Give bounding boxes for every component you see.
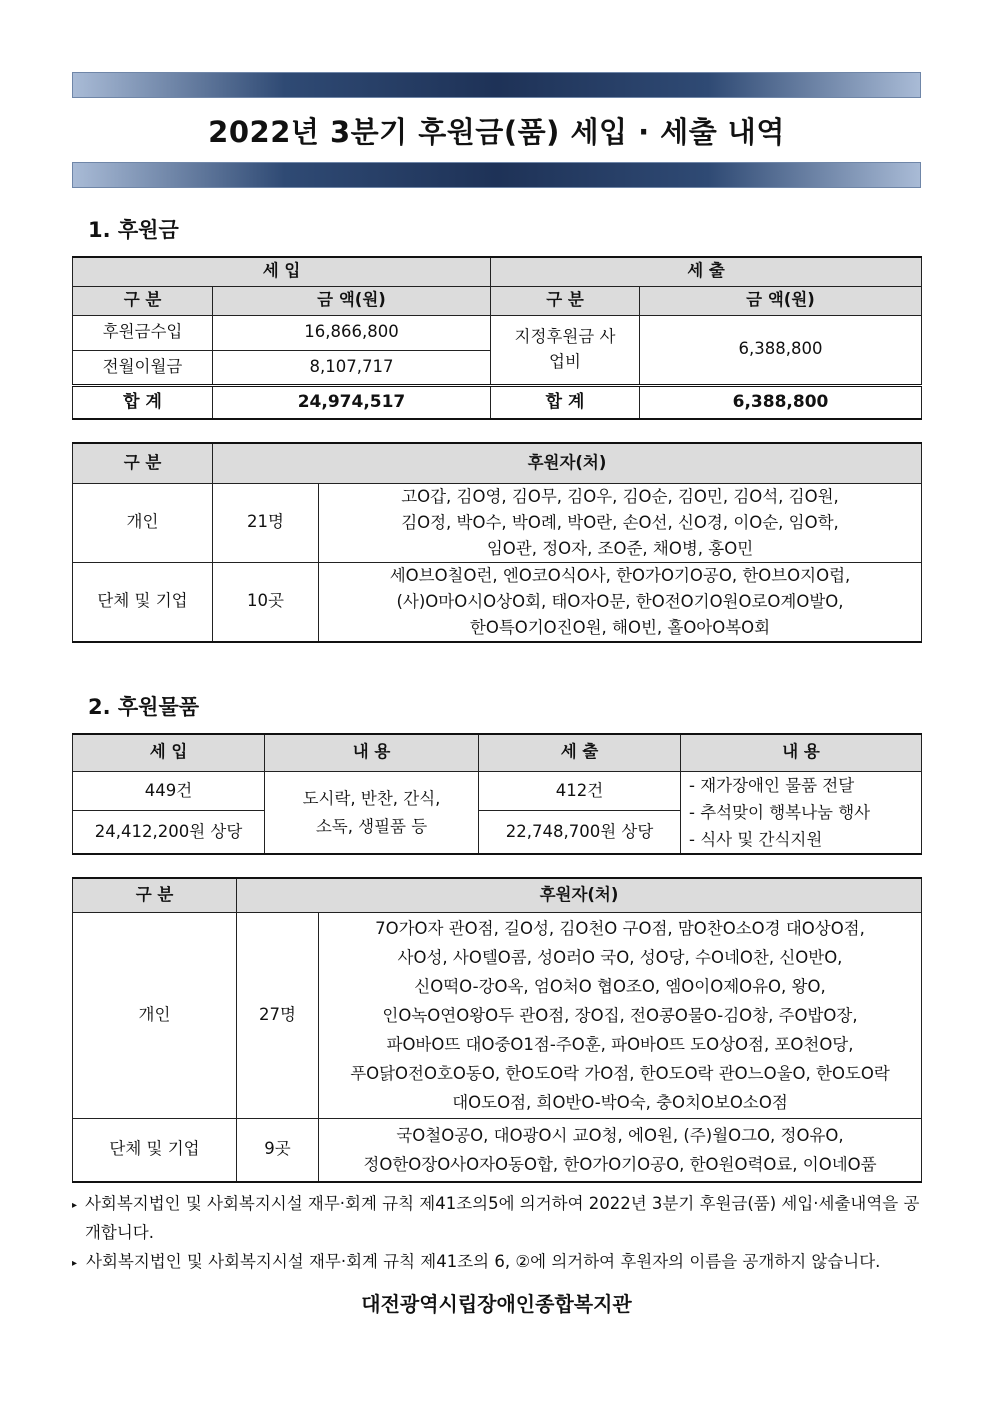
donor-list — [319, 562, 922, 642]
item-line: 도시락, 반찬, 간식, — [302, 788, 441, 808]
expense-items — [681, 772, 922, 855]
col-donor: 후원자(처) — [237, 878, 922, 912]
item-line: - 식사 및 간식지원 — [689, 830, 823, 849]
expense-total: 6,388,800 — [640, 385, 922, 419]
col-amount: 금 액(원) — [640, 286, 922, 315]
col-category: 구 분 — [73, 878, 237, 912]
note-text: 사회복지법인 및 사회복지시설 재무·회계 규칙 제41조의5에 의거하여 2022년 3분기 후원금(품) 세입·세출내역을 공개합니다. — [84, 1194, 920, 1242]
donor-line: (사)O마O시O상O회, 태O자O문, 한O전O기O원O로O계O발O, — [396, 591, 844, 611]
note-item — [72, 1247, 921, 1278]
triangle-bullet-icon: ▸ — [72, 1200, 78, 1211]
donor-count: 27명 — [237, 912, 319, 1118]
category-organization: 단체 및 기업 — [73, 1118, 237, 1182]
donor-line: 국O철O공O, 대O광O시 교O청, 에O원, (주)월O그O, 정O유O, — [396, 1125, 844, 1145]
col-content: 내 용 — [265, 734, 479, 772]
note-text: 사회복지법인 및 사회복지시설 재무·회계 규칙 제41조의 6, ②에 의거하여 후원자의 이름을 공개하지 않습니다. — [86, 1252, 881, 1271]
income-total: 24,974,517 — [213, 385, 491, 419]
donor-line: 임O관, 정O자, 조O준, 채O병, 홍O민 — [486, 538, 754, 558]
col-category: 구 분 — [73, 443, 213, 483]
donor-line: 한O특O기O진O원, 해O빈, 홀O아O복O회 — [469, 617, 771, 637]
row-label: 후원금수입 — [73, 315, 213, 350]
triangle-bullet-icon: ▸ — [72, 1258, 78, 1269]
col-income: 세 입 — [73, 734, 265, 772]
expense-amount: 6,388,800 — [640, 315, 922, 385]
item-line: 소독, 생필품 등 — [315, 816, 428, 836]
title-bar-top — [72, 72, 921, 98]
category-individual: 개인 — [73, 912, 237, 1118]
col-donor: 후원자(처) — [213, 443, 922, 483]
donor-line: 고O갑, 김O영, 김O무, 김O우, 김O순, 김O민, 김O석, 김O원, — [401, 486, 839, 506]
section1-heading: 1. 후원금 — [88, 218, 179, 242]
donor-line: 7O가O자 관O점, 길O성, 김O천O 구O점, 맘O찬O소O경 대O상O점, — [375, 918, 865, 938]
donor-count: 10곳 — [213, 562, 319, 642]
money-donor-table — [72, 442, 922, 643]
donor-line: 신O떡O-강O옥, 엄O처O 협O조O, 엠O이O제O유O, 왕O, — [414, 976, 826, 996]
donor-line: 정O한O장O사O자O동O합, 한O가O기O공O, 한O원O력O료, 이O네O품 — [363, 1154, 877, 1174]
row-amount: 8,107,717 — [213, 350, 491, 385]
donor-line: 김O정, 박O수, 박O례, 박O란, 손O선, 신O경, 이O순, 임O학, — [401, 512, 839, 532]
income-count: 449건 — [73, 772, 265, 811]
col-amount: 금 액(원) — [213, 286, 491, 315]
donor-list — [319, 912, 922, 1118]
donor-line: 푸O닭O전O호O동O, 한O도O락 가O점, 한O도O락 관O느O울O, 한O도O락 — [350, 1063, 890, 1083]
organization-name: 대전광역시립장애인종합복지관 — [361, 1292, 632, 1316]
row-label: 전월이월금 — [73, 350, 213, 385]
donor-count: 21명 — [213, 483, 319, 562]
income-items — [265, 772, 479, 855]
expense-label: 지정후원금 사업비 — [491, 315, 640, 385]
donation-money-table — [72, 256, 922, 420]
donor-line: 파O바O뜨 대O중O1점-주O훈, 파O바O뜨 도O상O점, 포O천O당, — [386, 1034, 854, 1054]
goods-donor-table — [72, 877, 922, 1183]
expense-header: 세 출 — [491, 257, 922, 286]
donor-count: 9곳 — [237, 1118, 319, 1182]
col-category: 구 분 — [73, 286, 213, 315]
income-value: 24,412,200원 상당 — [73, 811, 265, 854]
donor-list — [319, 1118, 922, 1182]
expense-value: 22,748,700원 상당 — [479, 811, 681, 854]
page-title: 2022년 3분기 후원금(품) 세입 · 세출 내역 — [208, 114, 785, 149]
donor-line: 세O브O칠O런, 엔O코O식O사, 한O가O기O공O, 한O브O지O럽, — [389, 565, 851, 585]
col-content: 내 용 — [681, 734, 922, 772]
note-item — [72, 1189, 921, 1247]
section2-heading: 2. 후원물품 — [88, 694, 200, 719]
donor-list — [319, 483, 922, 562]
document-page — [72, 72, 921, 1317]
row-amount: 16,866,800 — [213, 315, 491, 350]
sum-label: 합 계 — [491, 385, 640, 419]
item-line: - 추석맞이 행복나눔 행사 — [689, 803, 871, 822]
donor-line: 인O녹O연O왕O두 관O점, 장O집, 전O콩O물O-김O창, 주O밥O장, — [382, 1005, 858, 1025]
category-individual: 개인 — [73, 483, 213, 562]
donation-goods-table — [72, 733, 922, 856]
expense-count: 412건 — [479, 772, 681, 811]
title-bar-bottom — [72, 162, 921, 188]
item-line: - 재가장애인 물품 전달 — [689, 776, 855, 795]
col-category: 구 분 — [491, 286, 640, 315]
donor-line: 대O도O점, 희O반O-박O숙, 충O치O보O소O점 — [452, 1092, 788, 1112]
notes — [72, 1189, 921, 1278]
sum-label: 합 계 — [73, 385, 213, 419]
donor-line: 사O성, 사O텔O콤, 성O러O 국O, 성O당, 수O네O찬, 신O반O, — [397, 947, 843, 967]
col-expense: 세 출 — [479, 734, 681, 772]
income-header: 세 입 — [73, 257, 491, 286]
category-organization: 단체 및 기업 — [73, 562, 213, 642]
